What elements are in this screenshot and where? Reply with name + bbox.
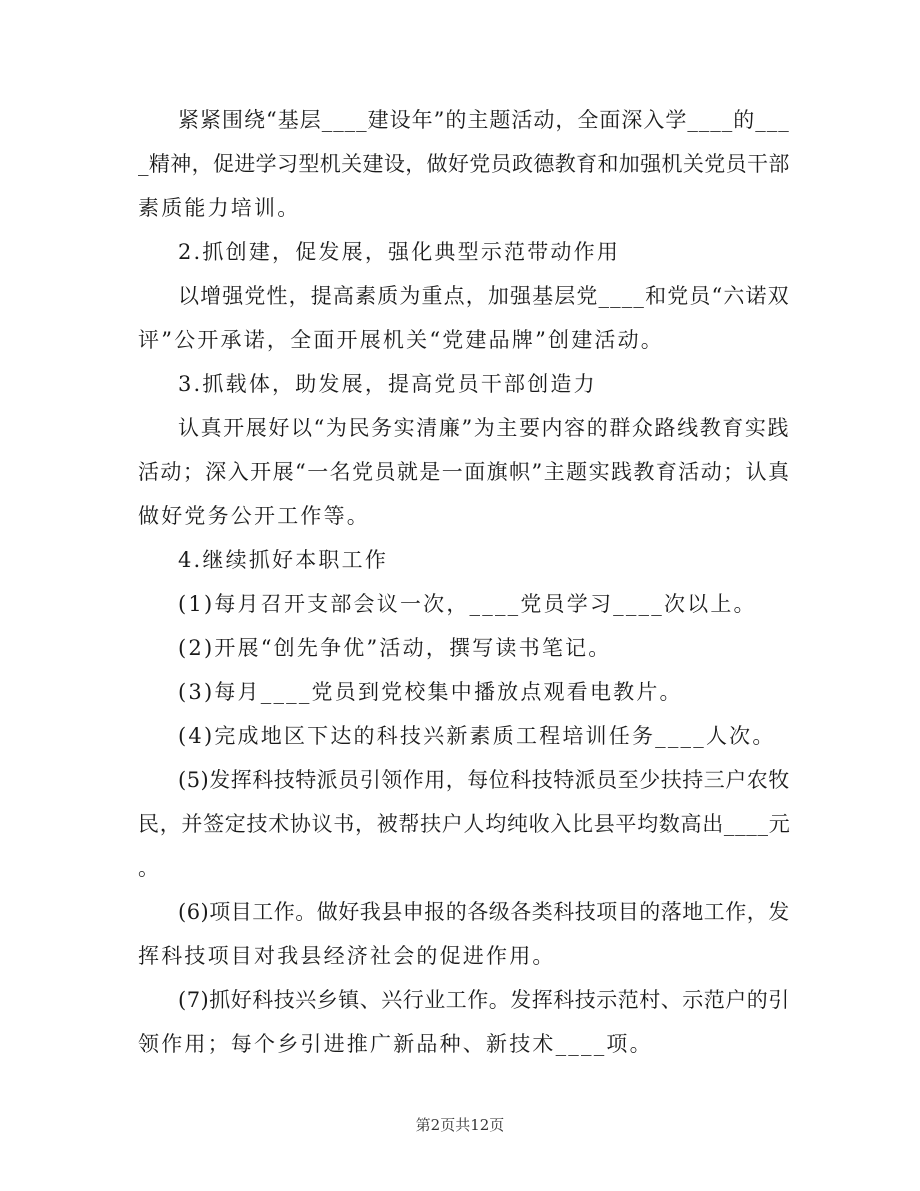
list-item: (6)项目工作。做好我县申报的各级各类科技项目的落地工作，发 (178, 900, 790, 924)
paragraph-line: _精神，促进学习型机关建设，做好党员政德教育和加强机关党员干部 (138, 152, 790, 176)
paragraph-line: 紧紧围绕“基层____建设年”的主题活动，全面深入学____的___ (178, 108, 790, 132)
paragraph-line: 评”公开承诺，全面开展机关“党建品牌”创建活动。 (138, 328, 665, 352)
list-item: (7)抓好科技兴乡镇、兴行业工作。发挥科技示范村、示范户的引 (178, 988, 790, 1012)
page-number: 第2页共12页 (415, 1116, 505, 1134)
paragraph-line: 认真开展好以“为民务实清廉”为主要内容的群众路线教育实践 (178, 416, 791, 440)
paragraph-line: 以增强党性，提高素质为重点，加强基层党____和党员“六诺双 (178, 284, 790, 308)
list-item: (1)每月召开支部会议一次，____党员学习____次以上。 (178, 592, 757, 616)
paragraph-line: 活动；深入开展“一名党员就是一面旗帜”主题实践教育活动；认真 (138, 460, 791, 484)
list-item: (3)每月____党员到党校集中播放点观看电教片。 (178, 680, 683, 704)
section-heading: 2.抓创建，促发展，强化典型示范带动作用 (178, 240, 621, 264)
paragraph-line: 素质能力培训。 (138, 196, 301, 220)
paragraph-line: 。 (138, 856, 162, 880)
list-item: (5)发挥科技特派员引领作用，每位科技特派员至少扶持三户农牧 (178, 768, 790, 792)
paragraph-line: 领作用；每个乡引进推广新品种、新技术____项。 (138, 1032, 653, 1056)
paragraph-line: 挥科技项目对我县经济社会的促进作用。 (138, 944, 556, 968)
list-item: (2)开展“创先争优”活动，撰写读书笔记。 (178, 636, 612, 660)
section-heading: 3.抓载体，助发展，提高党员干部创造力 (178, 372, 597, 396)
paragraph-line: 民，并签定技术协议书，被帮扶户人均纯收入比县平均数高出____元 (138, 812, 791, 836)
section-heading: 4.继续抓好本职工作 (178, 548, 389, 572)
paragraph-line: 做好党务公开工作等。 (138, 504, 370, 528)
list-item: (4)完成地区下达的科技兴新素质工程培训任务____人次。 (178, 724, 776, 748)
